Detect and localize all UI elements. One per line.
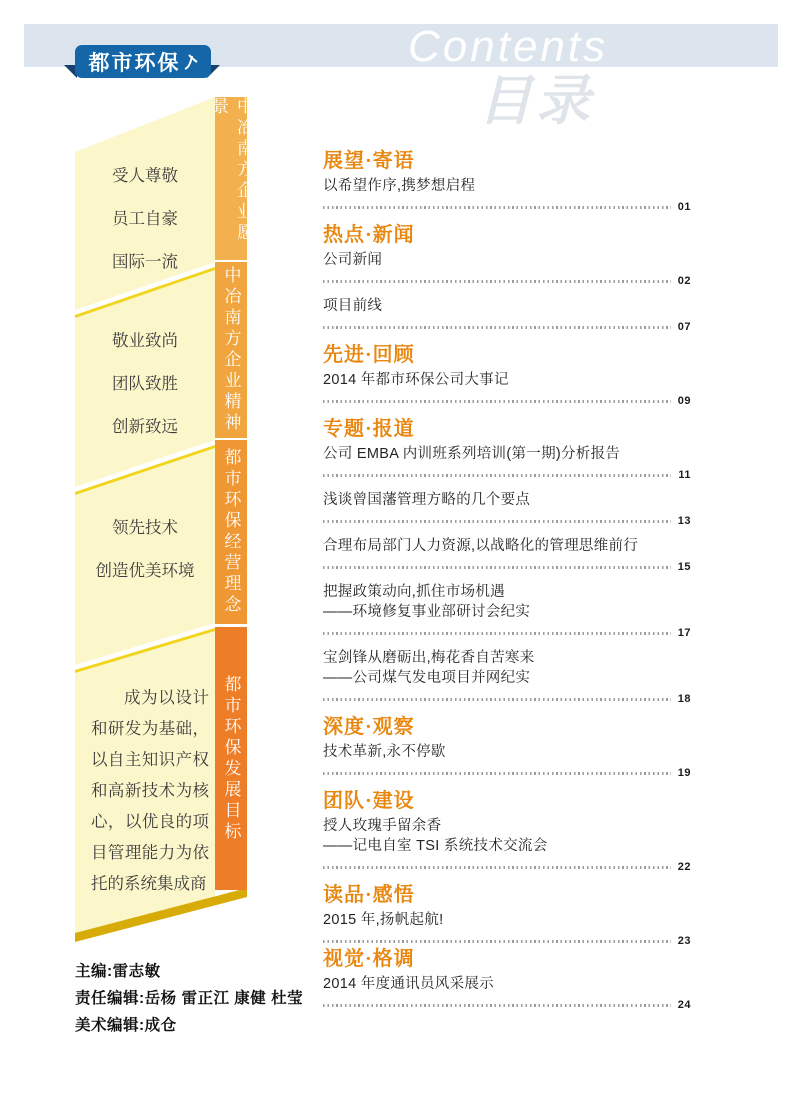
toc-article-lines <box>323 490 691 510</box>
dotted-leader <box>323 866 671 869</box>
toc-article-title-line[interactable]: 浅谈曾国藩管理方略的几个要点 <box>323 492 531 508</box>
toc-article[interactable] <box>323 176 691 212</box>
toc-article-title-line[interactable]: 2014 年都市环保公司大事记 <box>323 372 509 388</box>
credit-chief-editor: 主编:雷志敏 <box>75 963 161 980</box>
toc-article[interactable] <box>323 444 691 480</box>
toc-article-dotrow <box>323 627 691 638</box>
toc-article-dotrow <box>323 561 691 572</box>
toc-article-lines <box>323 974 691 994</box>
toc-article-title-line[interactable]: 以希望作序,携梦想启程 <box>323 178 476 194</box>
toc-section-articles <box>323 444 691 704</box>
toc-article-lines <box>323 250 691 270</box>
toc-section-title: 视觉·格调 <box>323 948 415 970</box>
logo-swoosh-icon <box>183 51 198 73</box>
credits <box>75 958 303 1039</box>
vision-line: 员工自豪 <box>112 210 178 228</box>
page-number[interactable]: 09 <box>677 395 691 407</box>
toc-section <box>323 790 691 872</box>
toc-article-title-line[interactable]: ——公司煤气发电项目并网纪实 <box>323 670 531 686</box>
credit-art-editor: 美术编辑:成仓 <box>75 1017 177 1034</box>
toc-article-dotrow <box>323 275 691 286</box>
toc-article-dotrow <box>323 861 691 872</box>
toc-section <box>323 948 691 1010</box>
toc-article-title-line[interactable]: 2015 年,扬帆起航! <box>323 912 444 928</box>
toc-section <box>323 884 691 946</box>
toc-article[interactable] <box>323 910 691 946</box>
goal-paragraph: 成为以设计和研发为基础，以自主知识产权和高新技术为核心，以优良的项目管理能力为依托的系统集成商 <box>91 689 209 893</box>
page-number[interactable]: 24 <box>677 999 691 1011</box>
spirit-line: 敬业致尚 <box>112 332 178 350</box>
vision-bar <box>209 97 253 260</box>
vision-bar-label: 中冶南方企业愿景 <box>209 97 253 244</box>
toc-article-dotrow <box>323 515 691 526</box>
page-number[interactable]: 22 <box>677 861 691 873</box>
toc-section-articles <box>323 176 691 212</box>
toc-article[interactable] <box>323 648 691 704</box>
toc-section <box>323 344 691 406</box>
toc-section-title: 展望·寄语 <box>323 150 415 172</box>
contents-title-en: Contents <box>408 22 609 71</box>
philosophy-bar-label: 都市环保经营理念 <box>221 448 241 616</box>
toc-article-lines <box>323 910 691 930</box>
toc-article-title-line[interactable]: ——环境修复事业部研讨会纪实 <box>323 604 531 620</box>
toc-article-dotrow <box>323 935 691 946</box>
toc-article-title-line[interactable]: 项目前线 <box>323 298 383 314</box>
toc-section-articles <box>323 816 691 872</box>
toc-article-lines <box>323 296 691 316</box>
toc-article-dotrow <box>323 693 691 704</box>
toc-section <box>323 418 691 704</box>
dotted-leader <box>323 772 671 775</box>
dotted-leader <box>323 474 671 477</box>
logo-text: 都市环保 <box>88 51 181 75</box>
toc-article[interactable] <box>323 250 691 286</box>
page-number[interactable]: 19 <box>677 767 691 779</box>
toc-section <box>323 150 691 212</box>
spirit-bar <box>215 262 247 438</box>
goal-bar-label: 都市环保发展目标 <box>221 674 241 843</box>
toc-article-title-line[interactable]: 技术革新,永不停歇 <box>323 744 446 760</box>
contents-title-zh: 目录 <box>478 71 594 131</box>
toc-article-dotrow <box>323 767 691 778</box>
toc <box>323 150 691 1022</box>
spirit-line: 团队致胜 <box>112 375 178 393</box>
goal-bar <box>215 627 247 890</box>
vision-line: 国际一流 <box>112 253 178 271</box>
toc-section-articles <box>323 742 691 778</box>
values-ribbon <box>75 95 253 960</box>
toc-article[interactable] <box>323 582 691 638</box>
vision-line: 受人尊敬 <box>112 167 178 185</box>
toc-article-dotrow <box>323 999 691 1010</box>
dotted-leader <box>323 326 671 329</box>
page-number[interactable]: 11 <box>678 469 691 481</box>
dotted-leader <box>323 566 671 569</box>
toc-article-lines <box>323 582 691 622</box>
toc-section-articles <box>323 910 691 946</box>
toc-section-articles <box>323 370 691 406</box>
dotted-leader <box>323 632 671 635</box>
dotted-leader <box>323 698 671 701</box>
toc-section-title: 读品·感悟 <box>323 884 415 906</box>
toc-article[interactable] <box>323 370 691 406</box>
toc-article-lines <box>323 536 691 556</box>
toc-article[interactable] <box>323 490 691 526</box>
toc-article-title-line[interactable]: 授人玫瑰手留余香 <box>323 818 442 834</box>
dotted-leader <box>323 1004 671 1007</box>
dotted-leader <box>323 400 671 403</box>
dotted-leader <box>323 520 671 523</box>
toc-article-dotrow <box>323 321 691 332</box>
toc-section-title: 专题·报道 <box>323 418 415 440</box>
philosophy-bar <box>215 440 247 624</box>
toc-article-dotrow <box>323 201 691 212</box>
toc-section-articles <box>323 250 691 332</box>
spirit-text <box>75 320 215 449</box>
philosophy-line: 领先技术 <box>112 519 178 537</box>
toc-article-title-line[interactable]: 2014 年度通讯员风采展示 <box>323 976 494 992</box>
toc-section-title: 先进·回顾 <box>323 344 415 366</box>
page-number[interactable]: 15 <box>677 561 691 573</box>
toc-section <box>323 716 691 778</box>
toc-section <box>323 224 691 332</box>
toc-article[interactable] <box>323 536 691 572</box>
toc-article-title-line[interactable]: 把握政策动向,抓住市场机遇 <box>323 584 505 600</box>
philosophy-line: 创造优美环境 <box>95 562 195 580</box>
dotted-leader <box>323 206 671 209</box>
toc-section-title: 热点·新闻 <box>323 224 415 246</box>
toc-article-title-line[interactable]: 合理布局部门人力资源,以战略化的管理思维前行 <box>323 538 639 554</box>
spirit-line: 创新致远 <box>112 418 178 436</box>
page-number[interactable]: 17 <box>677 627 691 639</box>
page-number[interactable]: 01 <box>677 201 691 213</box>
toc-article[interactable] <box>323 742 691 778</box>
toc-article-title-line[interactable]: 公司 EMBA 内训班系列培训(第一期)分析报告 <box>323 446 621 462</box>
credit-editors: 责任编辑:岳杨 雷正江 康健 杜莹 <box>75 990 304 1007</box>
toc-article-dotrow <box>323 395 691 406</box>
dotted-leader <box>323 280 671 283</box>
page-number[interactable]: 13 <box>677 515 691 527</box>
toc-article[interactable] <box>323 296 691 332</box>
toc-article-lines <box>323 444 691 464</box>
toc-article-dotrow <box>323 469 691 480</box>
page-number[interactable]: 18 <box>677 693 691 705</box>
dotted-leader <box>323 940 671 943</box>
toc-section-title: 深度·观察 <box>323 716 415 738</box>
toc-article-title-line[interactable]: ——记电自室 TSI 系统技术交流会 <box>323 838 548 854</box>
toc-article-lines <box>323 648 691 688</box>
page-number[interactable]: 23 <box>677 935 691 947</box>
toc-article[interactable] <box>323 974 691 1010</box>
toc-article-lines <box>323 742 691 762</box>
vision-text <box>75 155 215 284</box>
toc-article[interactable] <box>323 816 691 872</box>
philosophy-text <box>75 507 215 593</box>
spirit-bar-label: 中冶南方企业精神 <box>221 266 241 434</box>
toc-section-title: 团队·建设 <box>323 790 415 812</box>
page-number[interactable]: 02 <box>677 275 691 287</box>
magazine-logo <box>75 45 211 78</box>
toc-article-title-line[interactable]: 公司新闻 <box>323 252 383 268</box>
toc-article-lines <box>323 370 691 390</box>
toc-section-articles <box>323 974 691 1010</box>
page-number[interactable]: 07 <box>677 321 691 333</box>
toc-article-lines <box>323 816 691 856</box>
toc-article-title-line[interactable]: 宝剑锋从磨砺出,梅花香自苦寒来 <box>323 650 535 666</box>
toc-article-lines <box>323 176 691 196</box>
